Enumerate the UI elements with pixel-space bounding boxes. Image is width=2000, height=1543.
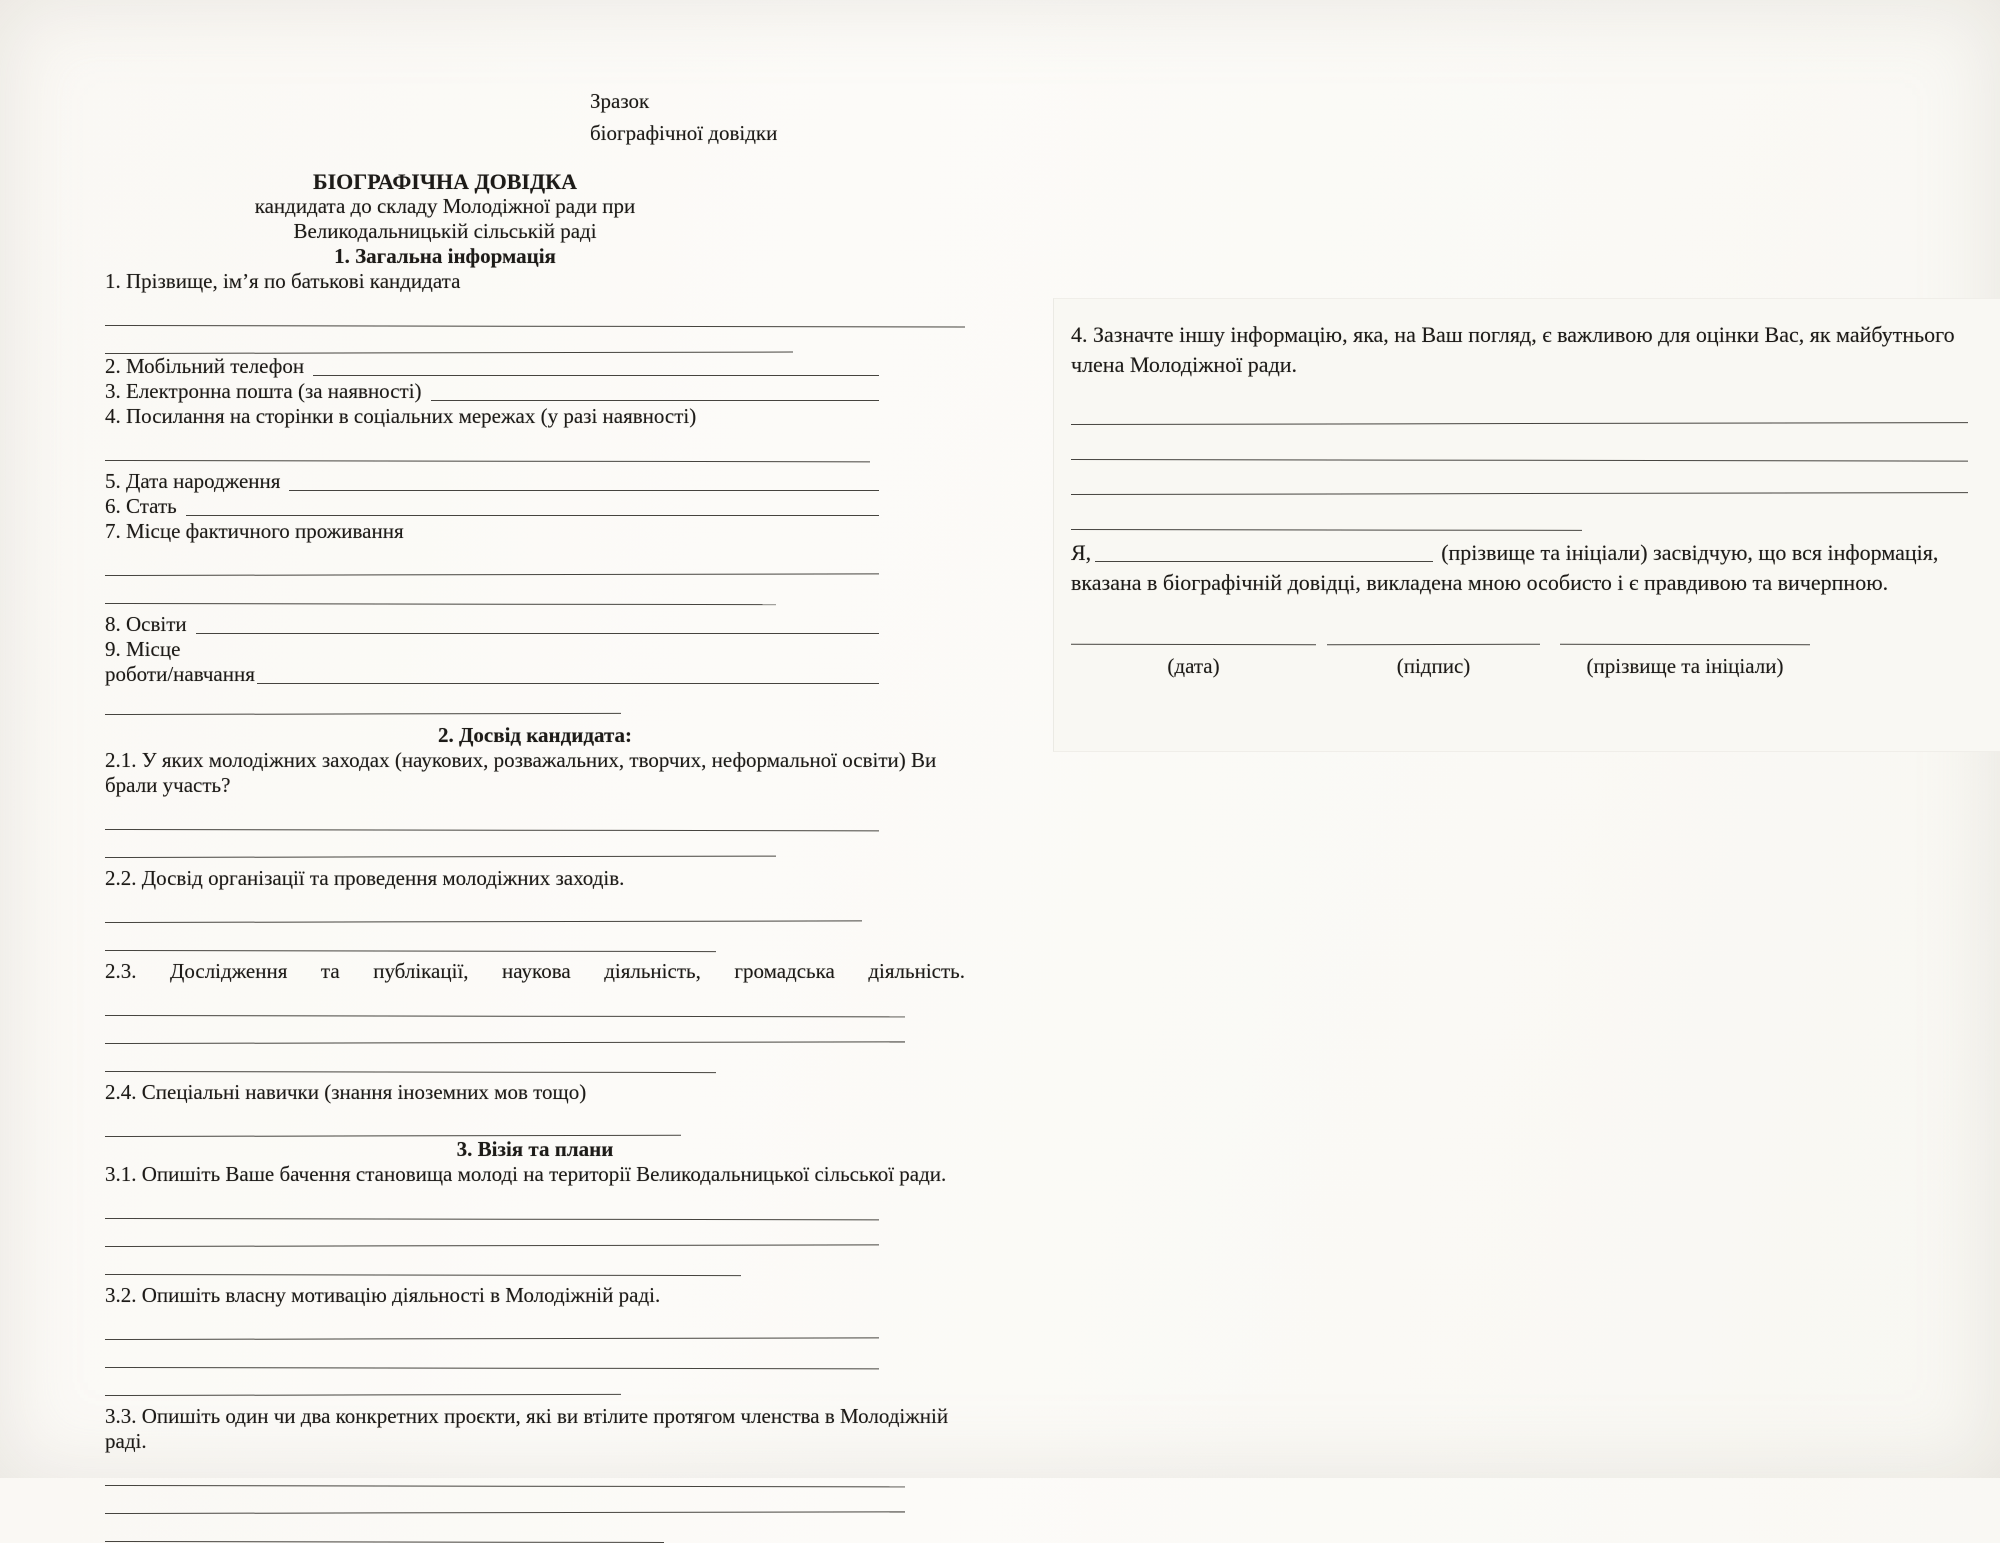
field-workplace: [105, 662, 965, 687]
question-4-other-info: 4. Зазначте іншу інформацію, яка, на Ваш погляд, є важливою для оцінки Вас, як майбутнього члена Молодіжної ради.: [1071, 322, 1955, 377]
section-1-heading: 1. Загальна інформація: [334, 244, 556, 268]
answer-line: [105, 1344, 879, 1369]
signature-field-signature: [1327, 644, 1540, 679]
corner-note-line2: біографічної довідки: [590, 121, 778, 145]
answer-line: [196, 633, 879, 634]
signature-field-name: [1560, 644, 1810, 679]
answer-line: [1071, 501, 1582, 531]
question-5-birthdate: 5. Дата народження: [105, 469, 281, 493]
answer-line: [313, 375, 879, 376]
answer-line: [289, 490, 879, 491]
field-education: [105, 612, 965, 637]
section-2-heading: 2. Досвід кандидата:: [437, 723, 633, 747]
answer-line: [431, 400, 879, 401]
question-2-1: 2.1. У яких молодіжних заходах (наукових, розважальних, творчих, неформальної освіти) Ви брали участь?: [105, 748, 937, 797]
question-2-phone: 2. Мобільний телефон: [105, 354, 305, 378]
answer-line: [105, 1314, 879, 1340]
section-3-heading: 3. Візія та плани: [456, 1137, 614, 1161]
answer-line: [105, 302, 965, 328]
question-8-education: 8. Освіти: [105, 612, 187, 636]
answer-line: [257, 683, 879, 684]
answer-line: [105, 1518, 664, 1543]
field-gender: [105, 494, 965, 519]
corner-note-line1: Зразок: [590, 89, 650, 113]
answer-line: [105, 1371, 621, 1396]
form-title: БІОГРАФІЧНА ДОВІДКА: [313, 169, 577, 194]
declaration: [1071, 538, 1968, 598]
answer-line: [1071, 464, 1968, 495]
answer-line: [105, 992, 905, 1017]
answer-line: [105, 1048, 716, 1073]
signature-label-name: (прізвище та ініціали): [1586, 654, 1784, 678]
question-3-3: 3.3. Опишіть один чи два конкретних проєкти, які ви втілите протягом членства в Молодіжній раді.: [105, 1404, 949, 1453]
question-7-residence: 7. Місце фактичного проживання: [105, 519, 404, 543]
left-page: [105, 85, 965, 1542]
answer-line: [105, 690, 621, 715]
answer-line: [105, 1462, 905, 1487]
signature-label-signature: (підпис): [1396, 654, 1471, 678]
answer-line: [1071, 394, 1968, 425]
question-9-line2: роботи/навчання: [105, 662, 255, 686]
answer-line: [105, 806, 879, 831]
corner-note: [590, 85, 965, 149]
question-6-gender: 6. Стать: [105, 494, 177, 518]
answer-line: [186, 515, 879, 516]
question-2-3: 2.3. Дослідження та публікації, наукова діяльність, громадська діяльність.: [105, 959, 965, 983]
answer-line: [105, 1221, 879, 1247]
field-mobile-phone: [105, 354, 965, 379]
answer-line: [105, 437, 870, 462]
signature-field-date: [1071, 644, 1316, 679]
field-birth-date: [105, 469, 965, 494]
answer-line: [105, 329, 793, 354]
declaration-name-line: [1095, 543, 1433, 562]
question-9-line1: 9. Місце: [105, 637, 181, 661]
declaration-suffix: (прізвище та ініціали) засвідчую, що вся інформація, вказана в біографічній довідці, викладена мною особисто і є правдивою та вичерпною.: [1071, 540, 1939, 595]
declaration-prefix: Я,: [1071, 540, 1092, 565]
answer-line: [105, 897, 862, 923]
question-2-4: 2.4. Спеціальні навички (знання іноземних мов тощо): [105, 1080, 587, 1104]
answer-line: [105, 580, 776, 605]
answer-line: [105, 1488, 905, 1514]
signature-label-date: (дата): [1167, 654, 1220, 678]
question-1-name: 1. Прізвище, ім’я по батькові кандидата: [105, 269, 461, 293]
answer-line: [105, 550, 879, 576]
answer-line: [105, 833, 776, 858]
answer-line: [1071, 431, 1968, 462]
signature-block: [1071, 644, 1968, 679]
form-subtitle-line1: кандидата до складу Молодіжної ради при: [254, 194, 636, 218]
answer-line: [105, 1112, 681, 1137]
question-3-1: 3.1. Опишіть Ваше бачення становища молоді на території Великодальницької сільської ради.: [105, 1162, 947, 1186]
field-email: [105, 379, 965, 404]
question-3-email: 3. Електронна пошта (за наявності): [105, 379, 422, 403]
answer-line: [105, 1195, 879, 1220]
question-2-2: 2.2. Досвід організації та проведення молодіжних заходів.: [105, 866, 625, 890]
question-3-2: 3.2. Опишіть власну мотивацію діяльності в Молодіжній раді.: [105, 1283, 661, 1307]
right-page: [1071, 320, 1968, 679]
answer-line: [105, 1251, 741, 1276]
answer-line: [105, 1018, 905, 1044]
question-4-social-links: 4. Посилання на сторінки в соціальних мережах (у разі наявності): [105, 404, 697, 428]
form-subtitle-line2: Великодальницькій сільській раді: [293, 219, 597, 243]
answer-line: [105, 927, 716, 952]
